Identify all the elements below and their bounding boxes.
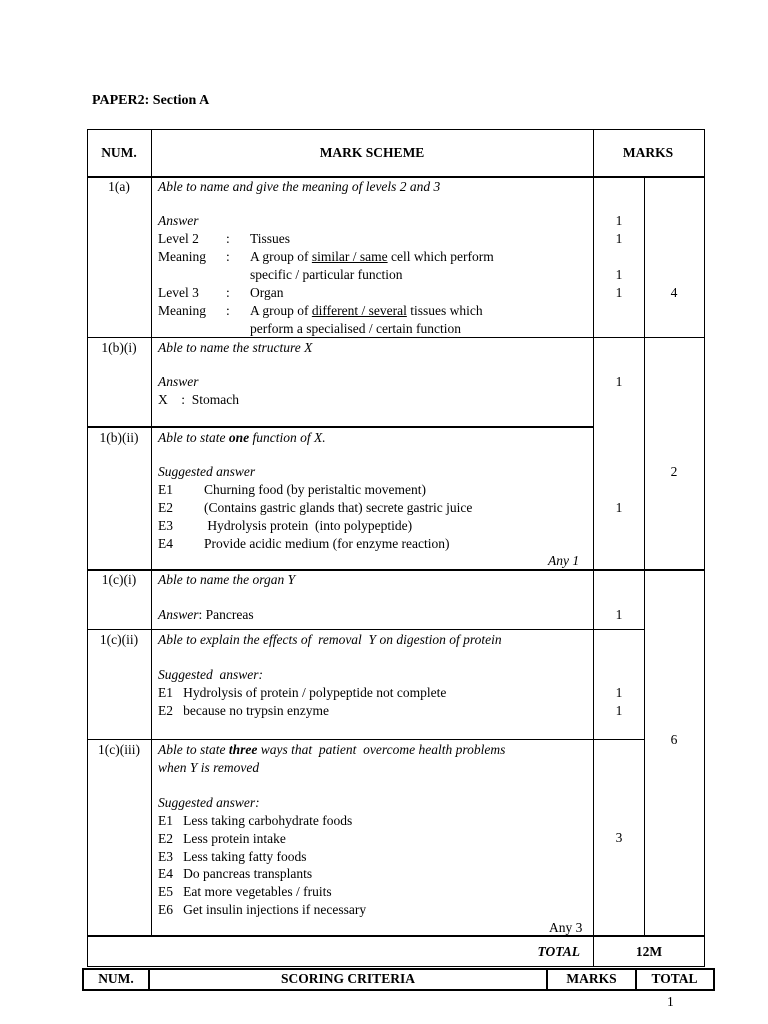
meaning-post: cell which perform (387, 249, 494, 264)
item-text: (Contains gastric glands that) secrete gastric juice (204, 500, 473, 515)
item-text: E5 Eat more vegetables / fruits (158, 884, 332, 899)
meaning-continuation: specific / particular function (250, 267, 403, 282)
meaning-key: Meaning (158, 303, 206, 318)
item-code: E4 (158, 536, 173, 551)
meaning-pre: A group of (250, 249, 312, 264)
mark-value: 1 (615, 267, 623, 282)
item-text: Provide acidic medium (for enzyme reaction) (204, 536, 450, 551)
header-scheme: MARK SCHEME (319, 145, 425, 160)
criterion: Able to name and give the meaning of levels 2 and 3 (158, 179, 441, 194)
page-heading: PAPER2: Section A (92, 93, 210, 108)
item-text: E1 Hydrolysis of protein / polypeptide not complete (158, 685, 447, 700)
answer-label: Answer (158, 213, 199, 228)
mark-value: 1 (615, 703, 623, 718)
level-key: Level 2 (158, 231, 199, 246)
item-text: E2 Less protein intake (158, 831, 286, 846)
separator: : (226, 303, 230, 318)
mark-value: 3 (615, 830, 623, 845)
item-text: E1 Less taking carbohydrate foods (158, 813, 353, 828)
col-divider-num (151, 129, 152, 936)
total-value: 6 (670, 732, 678, 747)
suggested-label: Suggested answer: (158, 795, 260, 810)
suggested-label: Suggested answer (158, 464, 256, 479)
footer-criteria: SCORING CRITERIA (281, 971, 415, 986)
criterion-pre: Able to state (158, 430, 229, 445)
mark-value: 1 (615, 374, 623, 389)
meaning-post: tissues which (406, 303, 483, 318)
header-num: NUM. (101, 145, 137, 160)
meaning-underlined: similar / same (311, 249, 388, 264)
item-text: E3 Less taking fatty foods (158, 849, 307, 864)
row-num: 1(c)(ii) (99, 632, 139, 647)
criterion-post: ways that patient overcome health problems (257, 742, 506, 757)
answer-line (158, 606, 254, 623)
level-key: Level 3 (158, 285, 199, 300)
row-divider (87, 739, 645, 740)
meaning-underlined: different / several (311, 303, 407, 318)
criterion-bold: three (228, 742, 258, 757)
meaning-continuation: perform a specialised / certain function (250, 321, 462, 336)
item-code: E3 (158, 518, 173, 533)
row-divider (87, 426, 594, 428)
separator: : (226, 285, 230, 300)
criterion-bold: one (228, 430, 250, 445)
meaning-key: Meaning (158, 249, 206, 264)
row-divider (645, 337, 704, 338)
answer-text: X : Stomach (158, 392, 239, 407)
item-text: E4 Do pancreas transplants (158, 866, 313, 881)
criterion: Able to name the structure X (158, 340, 313, 355)
criterion-post: function of X. (249, 430, 326, 445)
row-divider (87, 337, 645, 338)
meaning-text (250, 302, 483, 319)
total-value: 4 (670, 285, 678, 300)
footer-total: TOTAL (651, 971, 698, 986)
level-value: Tissues (250, 231, 291, 246)
mark-value: 1 (615, 685, 623, 700)
any-note: Any 3 (549, 920, 583, 935)
mark-value: 1 (615, 231, 623, 246)
suggested-label: Suggested answer: (158, 667, 263, 682)
answer-text: : Pancreas (198, 607, 254, 622)
criterion-pre: Able to state (158, 742, 229, 757)
item-code: E1 (158, 482, 173, 497)
item-text: E6 Get insulin injections if necessary (158, 902, 367, 917)
row-divider (87, 935, 704, 937)
meaning-pre: A group of (250, 303, 312, 318)
item-text: Churning food (by peristaltic movement) (204, 482, 426, 497)
any-note: Any 1 (548, 553, 580, 568)
mark-value: 1 (615, 500, 623, 515)
total-label: TOTAL (537, 944, 580, 959)
page-number: 1 (667, 994, 674, 1009)
header-marks: MARKS (622, 145, 674, 160)
item-code: E2 (158, 500, 173, 515)
criterion (158, 429, 326, 446)
answer-label: Answer (158, 374, 199, 389)
footer-num: NUM. (98, 971, 134, 986)
row-num: 1(c)(i) (101, 572, 137, 587)
level-value: Organ (250, 285, 284, 300)
criterion (158, 741, 505, 758)
criterion: Able to explain the effects of removal Y on digestion of protein (158, 632, 502, 647)
mark-value: 1 (615, 285, 623, 300)
row-divider (87, 629, 645, 630)
row-num: 1(c)(iii) (98, 742, 140, 757)
item-text: Hydrolysis protein (into polypeptide) (204, 518, 413, 533)
mark-value: 1 (615, 213, 623, 228)
answer-label: Answer (158, 607, 199, 622)
row-num: 1(b)(ii) (99, 430, 139, 445)
item-text: E2 because no trypsin enzyme (158, 703, 329, 718)
total-marks: 12M (635, 944, 663, 959)
row-num: 1(a) (108, 179, 130, 194)
mark-value: 1 (615, 607, 623, 622)
footer-marks: MARKS (566, 971, 617, 986)
total-value: 2 (670, 464, 678, 479)
separator: : (226, 231, 230, 246)
meaning-text (250, 248, 494, 265)
criterion-continuation: when Y is removed (158, 760, 260, 775)
separator: : (226, 249, 230, 264)
row-num: 1(b)(i) (101, 340, 137, 355)
criterion: Able to name the organ Y (158, 572, 296, 587)
